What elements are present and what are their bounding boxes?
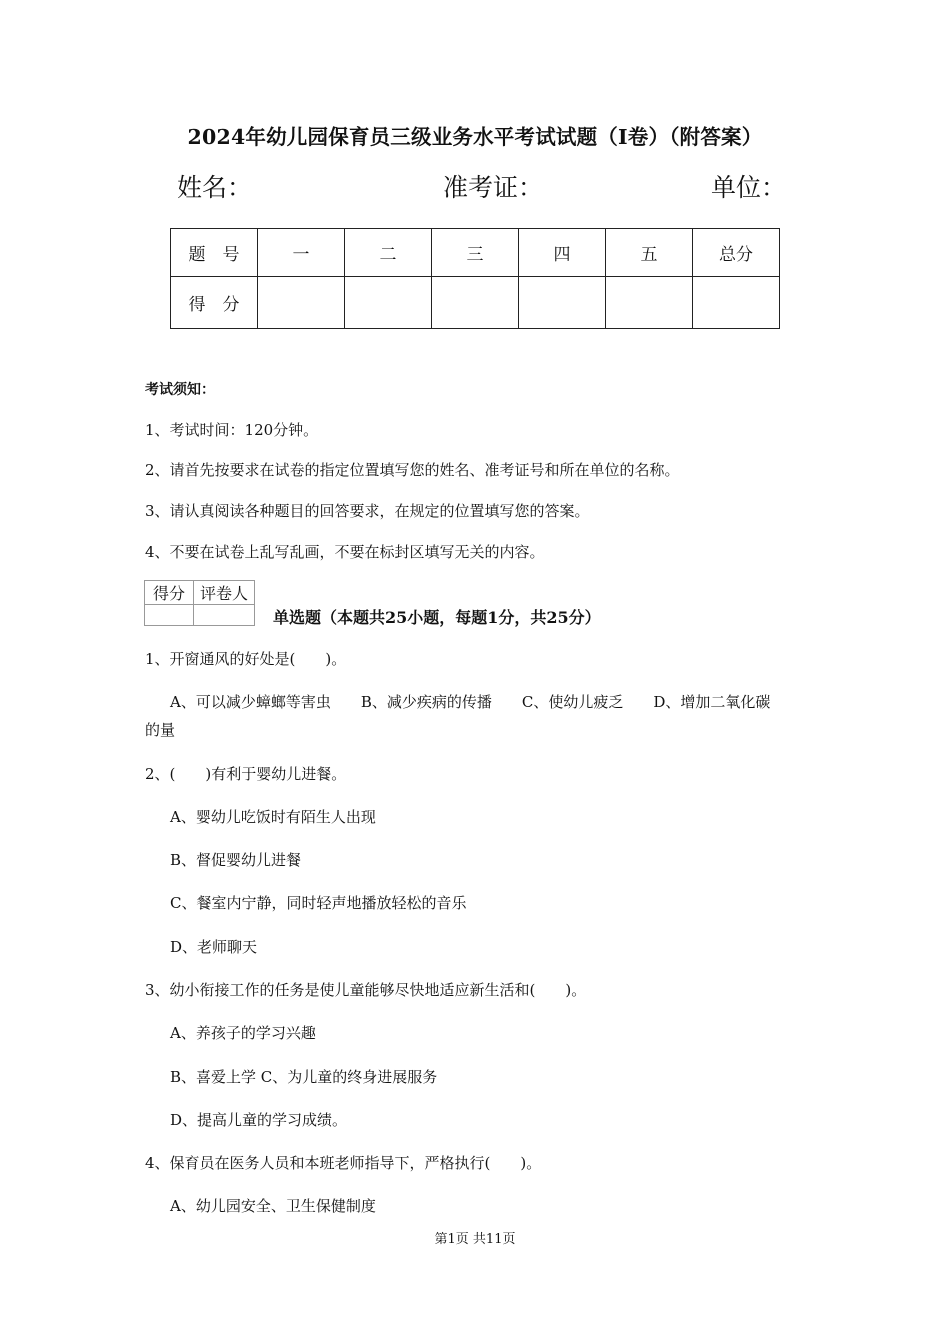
question-option: D、老师聊天 [170,938,258,956]
score-table-header-row [171,229,780,277]
score-table-cell: 总分 [693,229,780,277]
question-options: A、可以减少蟑螂等害虫 B、减少疾病的传播 C、使幼儿疲乏 D、增加二氧化碳 [170,693,771,711]
score-table-cell: 题 号 [171,229,258,277]
score-table-score-row [171,277,780,329]
score-table-cell: 得 分 [171,277,258,329]
grader-score-cell[interactable] [145,605,194,626]
question-option: A、养孩子的学习兴趣 [170,1024,316,1042]
question-stem: 3、幼小衔接工作的任务是使儿童能够尽快地适应新生活和( )。 [145,981,587,999]
question-option: B、喜爱上学 C、为儿童的终身进展服务 [170,1068,438,1086]
score-table-cell: 三 [432,229,519,277]
score-input-cell[interactable] [693,277,780,329]
name-label: 姓名： [177,173,253,202]
page-number: 第1页 共11页 [434,1232,516,1247]
notice-item: 2、请首先按要求在试卷的指定位置填写您的姓名、准考证号和所在单位的名称。 [145,461,680,479]
question-stem: 4、保育员在医务人员和本班老师指导下，严格执行( )。 [145,1154,542,1172]
exam-id-label: 准考证： [443,173,544,202]
question-option: B、督促婴幼儿进餐 [170,851,302,869]
notice-heading: 考试须知： [145,382,215,398]
score-table-cell: 四 [519,229,606,277]
score-input-cell[interactable] [519,277,606,329]
score-table-cell: 一 [258,229,345,277]
grader-reviewer-cell[interactable] [194,605,255,626]
question-stem: 1、开窗通风的好处是( )。 [145,650,347,668]
question-option: A、幼儿园安全、卫生保健制度 [170,1197,376,1215]
question-options: 的量 [145,721,176,739]
question-option: D、提高儿童的学习成绩。 [170,1111,348,1129]
score-input-cell[interactable] [432,277,519,329]
section-title: 单选题（本题共25小题，每题1分，共25分） [273,608,601,627]
page-title: 2024年幼儿园保育员三级业务水平考试试题（I卷）（附答案） [187,125,763,149]
question-option: C、餐室内宁静，同时轻声地播放轻松的音乐 [170,894,467,912]
grader-table [144,580,255,626]
notice-item: 3、请认真阅读各种题目的回答要求，在规定的位置填写您的答案。 [145,502,590,520]
score-input-cell[interactable] [258,277,345,329]
question-stem: 2、( )有利于婴幼儿进餐。 [145,765,347,783]
score-table-cell: 五 [606,229,693,277]
grader-reviewer-label: 评卷人 [194,581,255,605]
grader-score-label: 得分 [145,581,194,605]
notice-item: 4、不要在试卷上乱写乱画，不要在标封区填写无关的内容。 [145,543,545,561]
score-table [170,228,780,329]
question-option: A、婴幼儿吃饭时有陌生人出现 [170,808,376,826]
unit-label: 单位： [711,173,787,202]
notice-item: 1、考试时间：120分钟。 [145,421,319,439]
score-input-cell[interactable] [606,277,693,329]
score-table-cell: 二 [345,229,432,277]
score-input-cell[interactable] [345,277,432,329]
